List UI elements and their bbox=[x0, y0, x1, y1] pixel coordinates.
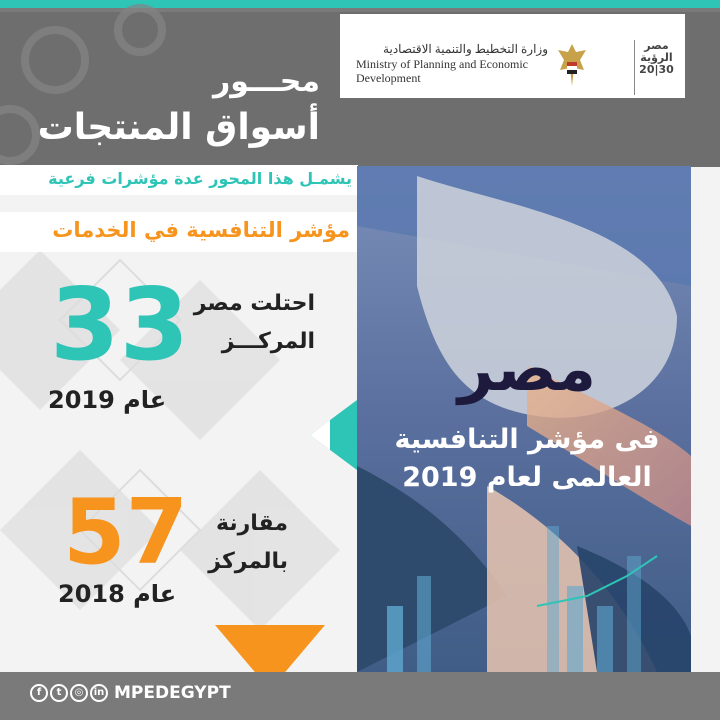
axis-label: محـــور bbox=[212, 64, 320, 99]
vision-line-2: الرؤية bbox=[640, 51, 673, 64]
ministry-name bbox=[356, 42, 548, 85]
instagram-icon[interactable]: ◎ bbox=[70, 684, 88, 702]
facebook-icon[interactable]: f bbox=[30, 684, 48, 702]
rank-2018-label-2: بالمركز bbox=[208, 549, 288, 574]
indicator-title-bar bbox=[0, 212, 358, 252]
rank-2019-label-2: المركـــز bbox=[221, 329, 315, 354]
cover-title: مصر bbox=[457, 332, 597, 405]
rank-2019-value: 33 bbox=[50, 266, 190, 383]
rank-2018-label bbox=[208, 505, 288, 581]
cover-subtitle-2: العالمى لعام 2019 bbox=[402, 462, 652, 493]
eagle-emblem-icon bbox=[552, 40, 592, 92]
axis-name: أسواق المنتجات bbox=[37, 107, 320, 148]
ministry-name-en-2: Development bbox=[356, 71, 421, 85]
rank-2019-label-1: احتلت مصر bbox=[193, 291, 315, 316]
vision-line-3: 20|30 bbox=[639, 63, 674, 76]
linkedin-icon[interactable]: in bbox=[90, 684, 108, 702]
rank-2018-label-1: مقارنة bbox=[216, 511, 288, 536]
social-handle[interactable]: MPEDEGYPT bbox=[114, 683, 231, 703]
axis-note: يشمـل هذا المحور عدة مؤشرات فرعية bbox=[48, 169, 352, 188]
rank-2019-label bbox=[194, 285, 315, 361]
cover-text-layer bbox=[357, 166, 691, 672]
social-icons bbox=[30, 684, 108, 702]
axis-note-bar bbox=[0, 165, 358, 195]
rank-2018-year: عام 2018 bbox=[58, 580, 177, 608]
ministry-name-en-1: Ministry of Planning and Economic bbox=[356, 57, 528, 71]
footer-bar bbox=[0, 672, 720, 720]
rank-2018-value: 57 bbox=[63, 480, 189, 585]
indicator-title: مؤشر التنافسية في الخدمات bbox=[52, 218, 350, 242]
rank-2019-year: عام 2019 bbox=[48, 386, 167, 414]
vision-line-1: مصر bbox=[644, 39, 669, 52]
cover-subtitle-1: فى مؤشر التنافسية bbox=[394, 424, 660, 455]
ministry-name-ar: وزارة التخطيط والتنمية الاقتصادية bbox=[383, 42, 548, 56]
twitter-icon[interactable]: t bbox=[50, 684, 68, 702]
vision-2030-logo bbox=[634, 40, 674, 95]
